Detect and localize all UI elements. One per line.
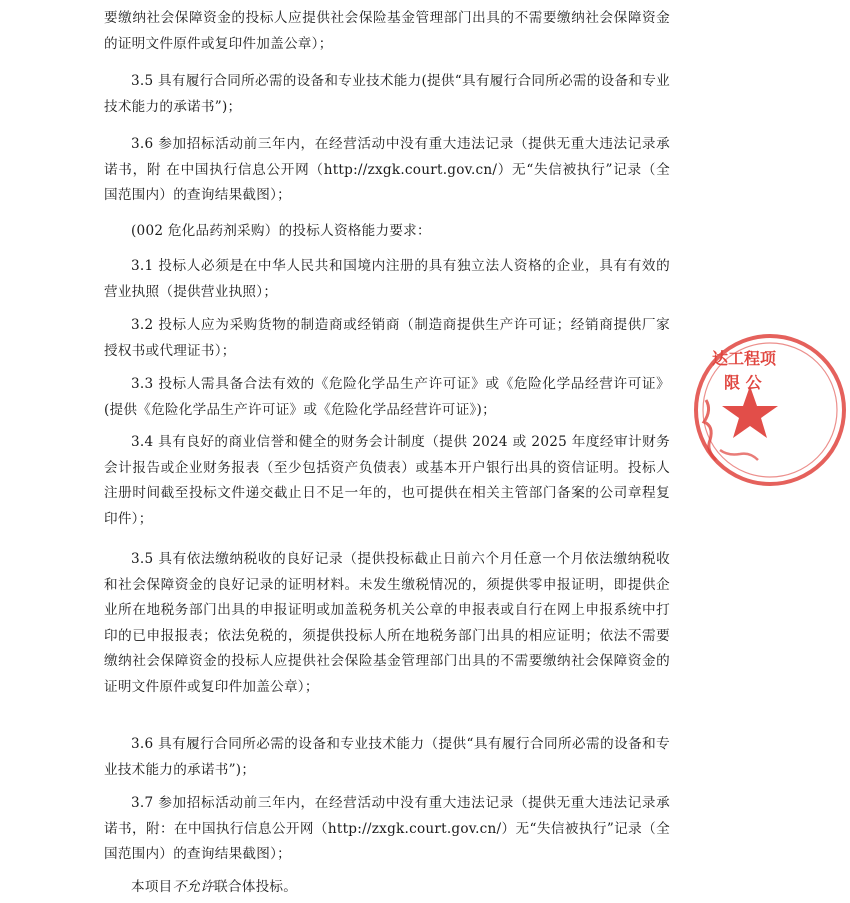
seal-star-icon [722, 386, 778, 438]
paragraph-3-6-equipment: 3.6 具有履行合同所必需的设备和专业技术能力（提供“具有履行合同所必需的设备和专业技术能力的承诺书”)； [104, 736, 670, 778]
svg-text:限 公: 限 公 [724, 373, 762, 392]
paragraph-3-3-license: 3.3 投标人需具备合法有效的《危险化学品生产许可证》或《危险化学品经营许可证》(提供《危险化学品生产许可证》或《危险化学品经营许可证》)； [104, 376, 670, 418]
paragraph-3-5-equipment: 3.5 具有履行合同所必需的设备和专业技术能力(提供“具有履行合同所必需的设备和专业技术能力的承诺书”)； [104, 73, 670, 115]
paragraph-3-6-no-violation: 3.6 参加招标活动前三年内，在经营活动中没有重大违法记录（提供无重大违法记录承诺书，附 在中国执行信息公开网（http://zxgk.court.gov.cn/）无“失信被执行”记录（全国范围内）的查询结果截图）； [104, 136, 670, 203]
paragraph-3-2-manufacturer: 3.2 投标人应为采购货物的制造商或经销商（制造商提供生产许可证；经销商提供厂家授权书或代理证书）； [104, 317, 670, 359]
svg-text:达工程项: 达工程项 [712, 349, 777, 368]
company-seal [690, 330, 850, 490]
paragraph-3-5-tax: 3.5 具有依法缴纳税收的良好记录（提供投标截止日前六个月任意一个月依法缴纳税收和社会保障资金的良好记录的证明材料。未发生缴税情况的，须提供零申报证明，即提供企业所在地税务部门出具的申报证明或加盖税务机关公章的申报表或自行在网上申报系统中打印的已申报报表；依法免税的，须提供投标人所在地税务部门出具的相应证明；依法不需要缴纳社会保障资金的投标人应提供社会保险基金管理部门出具的不需要缴纳社会保障资金的证明文件原件或复印件加盖公章）； [104, 551, 670, 695]
paragraph-3-7-no-violation: 3.7 参加招标活动前三年内，在经营活动中没有重大违法记录（提供无重大违法记录承诺书，附：在中国执行信息公开网（http://zxgk.court.gov.cn/）无“失信被执行”记录（全国范围内）的查询结果截图）； [104, 795, 670, 862]
handwritten-note: 不允许 [172, 879, 215, 895]
paragraph-continuation: 要缴纳社会保障资金的投标人应提供社会保险基金管理部门出具的不需要缴纳社会保障资金的证明文件原件或复印件加盖公章）； [104, 10, 670, 52]
paragraph-consortium [104, 875, 670, 901]
paragraph-3-4-finance: 3.4 具有良好的商业信誉和健全的财务会计制度（提供 2024 或 2025 年度经审计财务会计报告或企业财务报表（至少包括资产负债表）或基本开户银行出具的资信证明。投标人注册时间截至投标文件递交截止日不足一年的，也可提供在相关主管部门备案的公司章程复印件）； [104, 434, 670, 527]
section-heading-002: (002 危化品药剂采购）的投标人资格能力要求： [131, 223, 431, 239]
paragraph-3-1-legal-entity: 3.1 投标人必须是在中华人民共和国境内注册的具有独立法人资格的企业，具有有效的营业执照（提供营业执照）； [104, 258, 670, 300]
consortium-prefix: 本项目 [131, 879, 173, 895]
consortium-suffix: 联合体投标。 [214, 879, 298, 895]
